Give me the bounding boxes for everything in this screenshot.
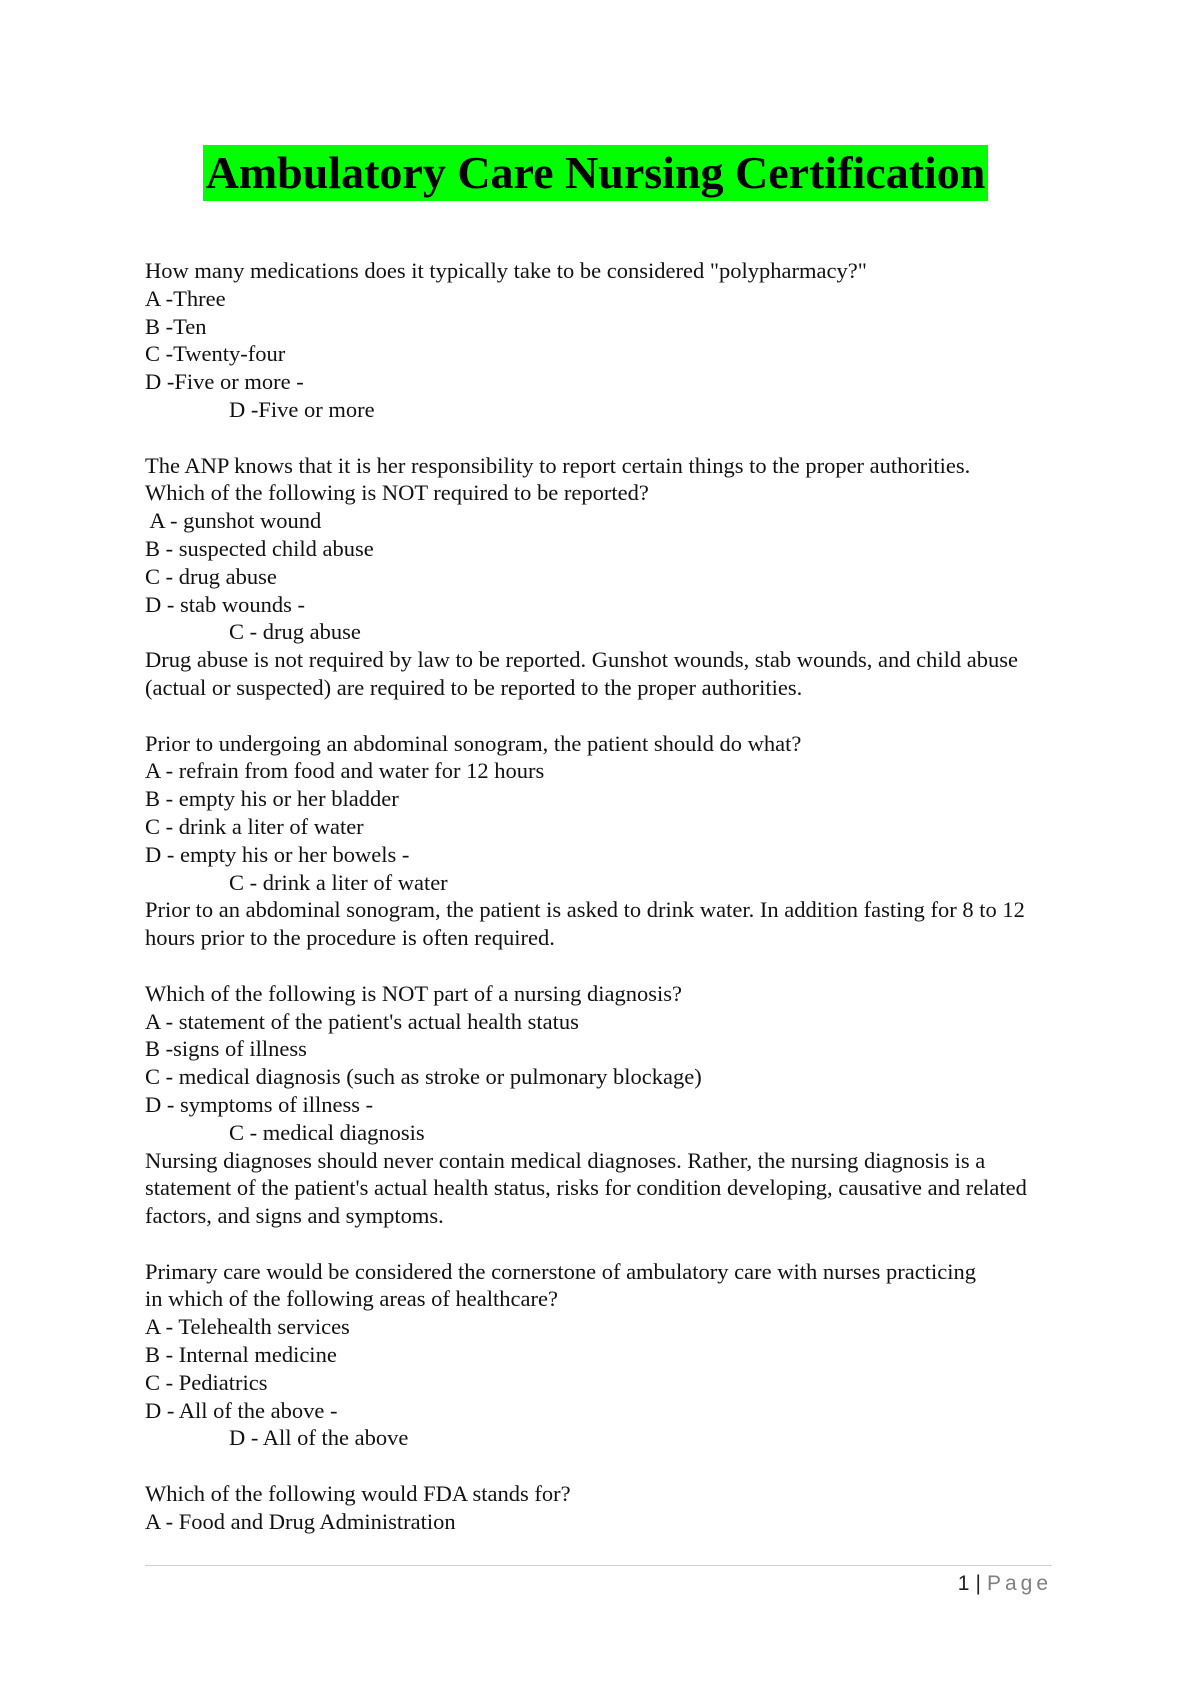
answer-option: A - statement of the patient's actual health status [145,1008,579,1034]
document-title: Ambulatory Care Nursing Certification [203,145,989,201]
answer-option: B -signs of illness [145,1036,307,1062]
answer-option: A - gunshot wound [145,508,322,534]
question-text: The ANP knows that it is her responsibility to report certain things to the proper authorities. [145,452,971,478]
title-wrapper [0,145,1191,201]
answer-explanation: Drug abuse is not required by law to be reported. Gunshot wounds, stab wounds, and child abuse (actual or suspected) are required to be reported to the proper authorities. [145,647,1018,700]
answer-option: B - suspected child abuse [145,535,374,561]
footer-separator: | [975,1572,981,1595]
answer-option: D - All of the above - [145,1397,338,1423]
question-text: Which of the following is NOT part of a nursing diagnosis? [145,980,682,1006]
question-block [145,980,1050,1230]
answer-option: A - Food and Drug Administration [145,1508,456,1534]
answer-option: C - Pediatrics [145,1369,268,1395]
answer-option: C -Twenty-four [145,341,286,367]
correct-answer: C - drink a liter of water [229,869,448,895]
answer-option: C - drink a liter of water [145,813,364,839]
answer-explanation: Nursing diagnoses should never contain medical diagnoses. Rather, the nursing diagnosis is a statement of the patient's actual health status, risks for condition developing, causative and related factors, and signs and symptoms. [145,1147,1027,1229]
question-block [145,452,1050,702]
answer-option: C - drug abuse [145,563,277,589]
answer-option: B -Ten [145,313,207,339]
correct-answer: C - drug abuse [229,619,361,645]
page-label: Page [986,1572,1052,1595]
answer-option: D - empty his or her bowels - [145,841,410,867]
answer-option: A - refrain from food and water for 12 hours [145,758,545,784]
answer-explanation: Prior to an abdominal sonogram, the patient is asked to drink water. In addition fasting for 8 to 12 hours prior to the procedure is often required. [145,897,1025,951]
answer-option: D - symptoms of illness - [145,1091,374,1117]
answer-option: A - Telehealth services [145,1314,350,1340]
answer-option: B - empty his or her bladder [145,786,399,812]
answer-option: B - Internal medicine [145,1342,337,1368]
document-body [145,257,1050,1563]
question-text: Primary care would be considered the cornerstone of ambulatory care with nurses practicing [145,1258,976,1284]
question-block [145,730,1050,952]
question-block [145,257,1050,424]
correct-answer: D -Five or more [229,396,375,422]
question-text: Which of the following would FDA stands for? [145,1481,571,1507]
question-block [145,1258,1050,1453]
question-text: How many medications does it typically take to be considered "polypharmacy?" [145,258,867,283]
correct-answer: C - medical diagnosis [229,1119,425,1145]
page-number: 1 [957,1572,970,1595]
question-text: Prior to undergoing an abdominal sonogram, the patient should do what? [145,730,802,756]
answer-option: D -Five or more - [145,369,304,395]
correct-answer: D - All of the above [229,1425,409,1451]
page-footer [958,1570,1052,1598]
answer-option: A -Three [145,285,226,311]
answer-option: D - stab wounds - [145,591,305,617]
question-block [145,1480,1050,1536]
footer-divider [145,1565,1052,1566]
answer-option: C - medical diagnosis (such as stroke or pulmonary blockage) [145,1064,702,1090]
question-text: Which of the following is NOT required to be reported? [145,480,649,506]
question-text: in which of the following areas of healthcare? [145,1286,558,1312]
